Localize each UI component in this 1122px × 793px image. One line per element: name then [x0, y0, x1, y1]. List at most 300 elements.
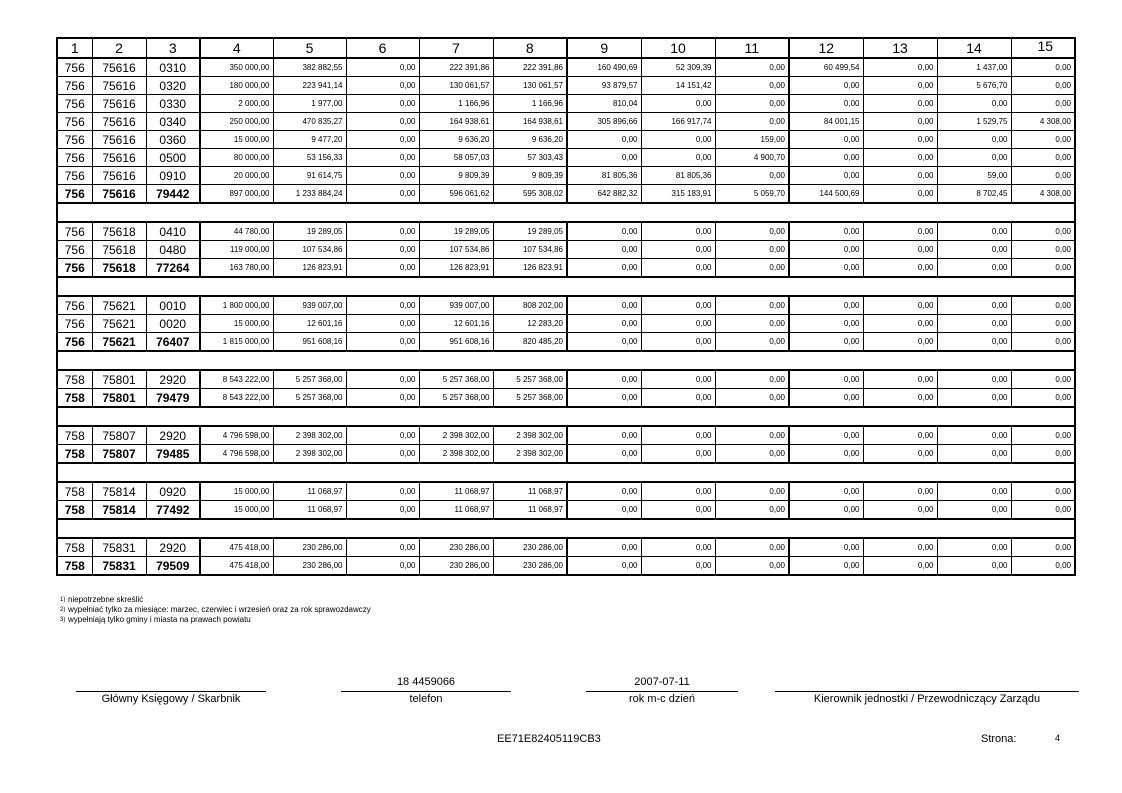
table-cell: 75616 [92, 167, 146, 185]
table-cell: 0,00 [567, 241, 641, 259]
table-cell: 756 [57, 167, 92, 185]
table-cell: 0,00 [346, 77, 419, 95]
signature-head [775, 675, 1079, 706]
table-cell: 0,00 [1011, 241, 1075, 259]
table-cell: 0,00 [641, 222, 715, 241]
footnote-text: wypełniają tylko gminy i miasta na prawach powiatu [68, 615, 251, 624]
table-cell: 159,00 [715, 131, 789, 149]
table-cell: 382 882,55 [273, 58, 346, 77]
table-cell: 756 [57, 77, 92, 95]
table-cell: 84 001,15 [789, 113, 863, 131]
total-cell: 0,00 [567, 333, 641, 352]
table-cell: 2920 [146, 370, 200, 389]
total-cell: 0,00 [863, 501, 937, 520]
table-cell: 0010 [146, 296, 200, 315]
table-cell: 164 938,61 [419, 113, 493, 131]
total-cell: 230 286,00 [419, 557, 493, 576]
table-cell: 0,00 [1011, 538, 1075, 557]
column-header: 14 [937, 38, 1011, 58]
total-row [57, 501, 1075, 520]
table-cell: 0,00 [567, 296, 641, 315]
table-cell: 0,00 [1011, 370, 1075, 389]
table-row [57, 296, 1075, 315]
table-row [57, 167, 1075, 185]
table-cell: 107 534,86 [493, 241, 567, 259]
group-separator [57, 463, 1075, 482]
total-cell: 315 183,91 [641, 185, 715, 204]
table-cell: 0,00 [715, 482, 789, 501]
total-cell: 897 000,00 [200, 185, 273, 204]
table-cell: 0,00 [346, 113, 419, 131]
group-separator [57, 203, 1075, 222]
table-cell: 758 [57, 538, 92, 557]
table-cell: 0,00 [715, 370, 789, 389]
total-cell: 642 882,32 [567, 185, 641, 204]
total-cell: 0,00 [863, 333, 937, 352]
table-cell: 0,00 [863, 95, 937, 113]
table-cell: 0,00 [346, 131, 419, 149]
total-cell: 0,00 [789, 445, 863, 464]
table-cell: 0,00 [567, 370, 641, 389]
footnote [60, 605, 371, 615]
total-cell: 0,00 [715, 445, 789, 464]
table-cell: 0,00 [641, 370, 715, 389]
table-cell: 2 398 302,00 [493, 426, 567, 445]
footnote-text: wypełniać tylko za miesiące: marzec, czerwiec i wrzesień oraz za rok sprawozdawczy [68, 605, 371, 614]
table-cell: 0,00 [863, 222, 937, 241]
table-cell: 180 000,00 [200, 77, 273, 95]
total-cell: 758 [57, 557, 92, 576]
table-row [57, 222, 1075, 241]
column-header: 8 [493, 38, 567, 58]
total-cell: 75618 [92, 259, 146, 278]
table-cell: 11 068,97 [493, 482, 567, 501]
total-cell: 5 059,70 [715, 185, 789, 204]
table-cell: 1 800 000,00 [200, 296, 273, 315]
total-cell: 4 796 598,00 [200, 445, 273, 464]
table-cell: 0,00 [1011, 77, 1075, 95]
total-cell: 0,00 [1011, 333, 1075, 352]
footnote-mark: 1) [60, 597, 66, 603]
total-row [57, 445, 1075, 464]
table-cell: 75831 [92, 538, 146, 557]
column-header: 6 [346, 38, 419, 58]
table-cell: 107 534,86 [419, 241, 493, 259]
signature-accountant [76, 675, 266, 706]
table-cell: 8 543 222,00 [200, 370, 273, 389]
table-cell: 939 007,00 [273, 296, 346, 315]
signature-accountant-value [76, 675, 266, 689]
total-cell: 4 308,00 [1011, 185, 1075, 204]
table-cell: 0,00 [789, 482, 863, 501]
table-cell: 15 000,00 [200, 315, 273, 333]
table-cell: 80 000,00 [200, 149, 273, 167]
total-row [57, 333, 1075, 352]
table-cell: 756 [57, 149, 92, 167]
total-cell: 0,00 [346, 333, 419, 352]
table-cell: 756 [57, 131, 92, 149]
total-row [57, 259, 1075, 278]
table-cell: 0,00 [937, 241, 1011, 259]
total-cell: 0,00 [863, 259, 937, 278]
table-cell: 0,00 [1011, 167, 1075, 185]
table-cell: 2 398 302,00 [419, 426, 493, 445]
table-cell: 0,00 [863, 538, 937, 557]
table-cell: 0,00 [937, 315, 1011, 333]
group-separator [57, 351, 1075, 370]
table-cell: 0,00 [937, 296, 1011, 315]
column-header: 7 [419, 38, 493, 58]
table-cell: 230 286,00 [419, 538, 493, 557]
table-cell: 0,00 [863, 426, 937, 445]
total-cell: 0,00 [863, 185, 937, 204]
total-cell: 756 [57, 185, 92, 204]
total-cell: 0,00 [863, 445, 937, 464]
signature-date [586, 675, 738, 706]
table-cell: 756 [57, 58, 92, 77]
table-cell: 0,00 [567, 131, 641, 149]
table-cell: 0,00 [863, 77, 937, 95]
table-cell: 0,00 [346, 296, 419, 315]
table-cell: 75618 [92, 241, 146, 259]
table-cell: 2920 [146, 538, 200, 557]
page-number: 4 [1055, 733, 1061, 743]
table-row [57, 370, 1075, 389]
table-cell: 0,00 [937, 149, 1011, 167]
table-cell: 756 [57, 222, 92, 241]
total-cell: 76407 [146, 333, 200, 352]
table-row [57, 113, 1075, 131]
table-cell: 0,00 [346, 149, 419, 167]
total-cell: 0,00 [641, 259, 715, 278]
table-cell: 15 000,00 [200, 482, 273, 501]
table-cell: 0,00 [715, 426, 789, 445]
total-cell: 0,00 [567, 259, 641, 278]
table-cell: 0340 [146, 113, 200, 131]
table-cell: 75621 [92, 296, 146, 315]
table-row [57, 538, 1075, 557]
table-cell: 9 636,20 [493, 131, 567, 149]
table-cell: 0,00 [641, 296, 715, 315]
table-cell: 222 391,86 [419, 58, 493, 77]
table-cell: 305 896,66 [567, 113, 641, 131]
table-cell: 0,00 [567, 538, 641, 557]
group-separator [57, 519, 1075, 538]
table-cell: 75616 [92, 131, 146, 149]
total-cell: 0,00 [346, 185, 419, 204]
table-cell: 0,00 [789, 95, 863, 113]
table-cell: 0,00 [715, 538, 789, 557]
total-cell: 144 500,69 [789, 185, 863, 204]
total-cell: 77264 [146, 259, 200, 278]
table-cell: 75616 [92, 58, 146, 77]
total-row [57, 389, 1075, 408]
column-header: 10 [641, 38, 715, 58]
table-cell: 81 805,36 [567, 167, 641, 185]
table-cell: 0920 [146, 482, 200, 501]
column-header: 13 [863, 38, 937, 58]
total-cell: 0,00 [937, 445, 1011, 464]
table-cell: 19 289,05 [493, 222, 567, 241]
footnote-mark: 2) [60, 607, 66, 613]
footnote [60, 615, 371, 625]
table-cell: 59,00 [937, 167, 1011, 185]
table-cell: 0,00 [567, 315, 641, 333]
table-cell: 93 879,57 [567, 77, 641, 95]
table-cell: 5 676,70 [937, 77, 1011, 95]
total-cell: 758 [57, 445, 92, 464]
table-cell: 0,00 [346, 370, 419, 389]
total-cell: 0,00 [1011, 445, 1075, 464]
table-cell: 2 398 302,00 [273, 426, 346, 445]
table-cell: 5 257 368,00 [273, 370, 346, 389]
total-cell: 758 [57, 389, 92, 408]
table-cell: 75616 [92, 113, 146, 131]
table-cell: 75616 [92, 95, 146, 113]
table-cell: 0,00 [641, 149, 715, 167]
table-row [57, 58, 1075, 77]
total-cell: 77492 [146, 501, 200, 520]
table-cell: 0,00 [346, 222, 419, 241]
table-cell: 9 477,20 [273, 131, 346, 149]
total-cell: 0,00 [937, 557, 1011, 576]
table-cell: 2920 [146, 426, 200, 445]
table-cell: 0,00 [346, 58, 419, 77]
table-cell: 0,00 [789, 222, 863, 241]
total-cell: 0,00 [1011, 501, 1075, 520]
footnote [60, 595, 371, 605]
table-cell: 0,00 [641, 538, 715, 557]
table-cell: 0,00 [937, 95, 1011, 113]
table-row [57, 77, 1075, 95]
table-cell: 58 057,03 [419, 149, 493, 167]
table-cell: 0,00 [937, 538, 1011, 557]
table-cell: 0,00 [567, 149, 641, 167]
table-cell: 0,00 [1011, 131, 1075, 149]
total-cell: 595 308,02 [493, 185, 567, 204]
total-cell: 75621 [92, 333, 146, 352]
total-cell: 230 286,00 [493, 557, 567, 576]
table-cell: 0500 [146, 149, 200, 167]
table-cell: 75801 [92, 370, 146, 389]
table-cell: 57 303,43 [493, 149, 567, 167]
total-cell: 951 608,16 [273, 333, 346, 352]
column-header: 1 [57, 38, 92, 58]
table-cell: 9 809,39 [419, 167, 493, 185]
table-cell: 0,00 [346, 167, 419, 185]
table-cell: 0,00 [346, 315, 419, 333]
total-cell: 163 780,00 [200, 259, 273, 278]
table-cell: 756 [57, 296, 92, 315]
table-cell: 11 068,97 [273, 482, 346, 501]
total-cell: 11 068,97 [419, 501, 493, 520]
table-row [57, 426, 1075, 445]
table-cell: 475 418,00 [200, 538, 273, 557]
total-cell: 0,00 [346, 557, 419, 576]
table-cell: 0,00 [715, 95, 789, 113]
table-cell: 12 601,16 [419, 315, 493, 333]
table-cell: 9 809,39 [493, 167, 567, 185]
total-cell: 475 418,00 [200, 557, 273, 576]
table-cell: 91 614,75 [273, 167, 346, 185]
table-cell: 0,00 [346, 538, 419, 557]
table-cell: 1 977,00 [273, 95, 346, 113]
table-cell: 0,00 [937, 370, 1011, 389]
table-row [57, 315, 1075, 333]
table-cell: 0,00 [715, 167, 789, 185]
table-cell: 0360 [146, 131, 200, 149]
table-cell: 0,00 [641, 241, 715, 259]
total-cell: 0,00 [789, 557, 863, 576]
table-cell: 230 286,00 [273, 538, 346, 557]
table-cell: 0,00 [789, 426, 863, 445]
page-label: Strona: [981, 733, 1017, 745]
table-cell: 1 166,96 [419, 95, 493, 113]
footnote-mark: 3) [60, 617, 66, 623]
total-cell: 11 068,97 [493, 501, 567, 520]
total-cell: 0,00 [715, 389, 789, 408]
total-cell: 230 286,00 [273, 557, 346, 576]
table-cell: 164 938,61 [493, 113, 567, 131]
total-cell: 0,00 [715, 557, 789, 576]
table-cell: 0310 [146, 58, 200, 77]
table-cell: 0,00 [1011, 95, 1075, 113]
total-cell: 0,00 [641, 557, 715, 576]
total-cell: 11 068,97 [273, 501, 346, 520]
table-cell: 0910 [146, 167, 200, 185]
table-cell: 0,00 [789, 77, 863, 95]
report-table [56, 37, 1076, 576]
table-cell: 0,00 [789, 315, 863, 333]
table-cell: 350 000,00 [200, 58, 273, 77]
table-cell: 0,00 [863, 131, 937, 149]
table-cell: 0,00 [937, 131, 1011, 149]
table-cell: 160 490,69 [567, 58, 641, 77]
table-cell: 470 835,27 [273, 113, 346, 131]
table-cell: 12 601,16 [273, 315, 346, 333]
table-cell: 0,00 [346, 482, 419, 501]
table-cell: 75814 [92, 482, 146, 501]
group-separator [57, 277, 1075, 296]
table-cell: 810,04 [567, 95, 641, 113]
table-row [57, 131, 1075, 149]
total-cell: 79485 [146, 445, 200, 464]
table-cell: 11 068,97 [419, 482, 493, 501]
table-cell: 81 805,36 [641, 167, 715, 185]
table-cell: 0,00 [789, 538, 863, 557]
table-cell: 758 [57, 370, 92, 389]
total-row [57, 185, 1075, 204]
total-cell: 75831 [92, 557, 146, 576]
table-cell: 0020 [146, 315, 200, 333]
table-cell: 60 499,54 [789, 58, 863, 77]
total-cell: 5 257 368,00 [419, 389, 493, 408]
column-header: 11 [715, 38, 789, 58]
total-cell: 0,00 [641, 445, 715, 464]
total-cell: 1 815 000,00 [200, 333, 273, 352]
table-cell: 1 166,96 [493, 95, 567, 113]
total-cell: 0,00 [567, 389, 641, 408]
table-cell: 75616 [92, 77, 146, 95]
total-cell: 79479 [146, 389, 200, 408]
table-cell: 0,00 [1011, 296, 1075, 315]
table-cell: 0,00 [346, 241, 419, 259]
total-cell: 756 [57, 259, 92, 278]
total-cell: 2 398 302,00 [493, 445, 567, 464]
table-cell: 75807 [92, 426, 146, 445]
total-cell: 820 485,20 [493, 333, 567, 352]
table-cell: 223 941,14 [273, 77, 346, 95]
total-cell: 75616 [92, 185, 146, 204]
table-cell: 0,00 [715, 58, 789, 77]
phone-caption: telefon [409, 693, 443, 705]
table-cell: 0,00 [1011, 315, 1075, 333]
table-row [57, 95, 1075, 113]
table-cell: 0,00 [567, 482, 641, 501]
total-cell: 0,00 [937, 501, 1011, 520]
table-cell: 4 900,70 [715, 149, 789, 167]
total-cell: 79442 [146, 185, 200, 204]
signature-head-value [775, 675, 1079, 689]
table-cell: 14 151,42 [641, 77, 715, 95]
column-header: 9 [567, 38, 641, 58]
total-cell: 2 398 302,00 [273, 445, 346, 464]
table-cell: 0,00 [1011, 149, 1075, 167]
table-cell: 0,00 [346, 95, 419, 113]
table-cell: 0330 [146, 95, 200, 113]
table-cell: 0,00 [715, 315, 789, 333]
table-cell: 75621 [92, 315, 146, 333]
table-cell: 166 917,74 [641, 113, 715, 131]
total-cell: 758 [57, 501, 92, 520]
table-cell: 758 [57, 426, 92, 445]
total-cell: 0,00 [346, 501, 419, 520]
table-cell: 250 000,00 [200, 113, 273, 131]
group-separator [57, 407, 1075, 426]
total-cell: 951 608,16 [419, 333, 493, 352]
total-cell: 0,00 [1011, 259, 1075, 278]
signature-head-caption: Kierownik jednostki / Przewodniczący Zarządu [813, 693, 1041, 705]
table-cell: 0,00 [789, 241, 863, 259]
total-cell: 8 543 222,00 [200, 389, 273, 408]
table-cell: 808 202,00 [493, 296, 567, 315]
table-cell: 0,00 [715, 222, 789, 241]
table-cell: 0,00 [715, 296, 789, 315]
table-cell: 230 286,00 [493, 538, 567, 557]
table-cell: 0,00 [715, 113, 789, 131]
table-cell: 756 [57, 113, 92, 131]
total-cell: 0,00 [346, 389, 419, 408]
table-cell: 0,00 [863, 167, 937, 185]
table-cell: 0,00 [937, 426, 1011, 445]
table-cell: 0,00 [641, 482, 715, 501]
total-cell: 756 [57, 333, 92, 352]
table-cell: 0,00 [641, 131, 715, 149]
total-cell: 596 061,62 [419, 185, 493, 204]
total-cell: 0,00 [937, 259, 1011, 278]
table-cell: 52 309,39 [641, 58, 715, 77]
table-cell: 75618 [92, 222, 146, 241]
table-cell: 19 289,05 [273, 222, 346, 241]
total-cell: 0,00 [641, 389, 715, 408]
column-header: 5 [273, 38, 346, 58]
table-cell: 0410 [146, 222, 200, 241]
total-cell: 75801 [92, 389, 146, 408]
table-row [57, 241, 1075, 259]
total-cell: 79509 [146, 557, 200, 576]
table-cell: 0,00 [641, 95, 715, 113]
total-cell: 0,00 [1011, 557, 1075, 576]
